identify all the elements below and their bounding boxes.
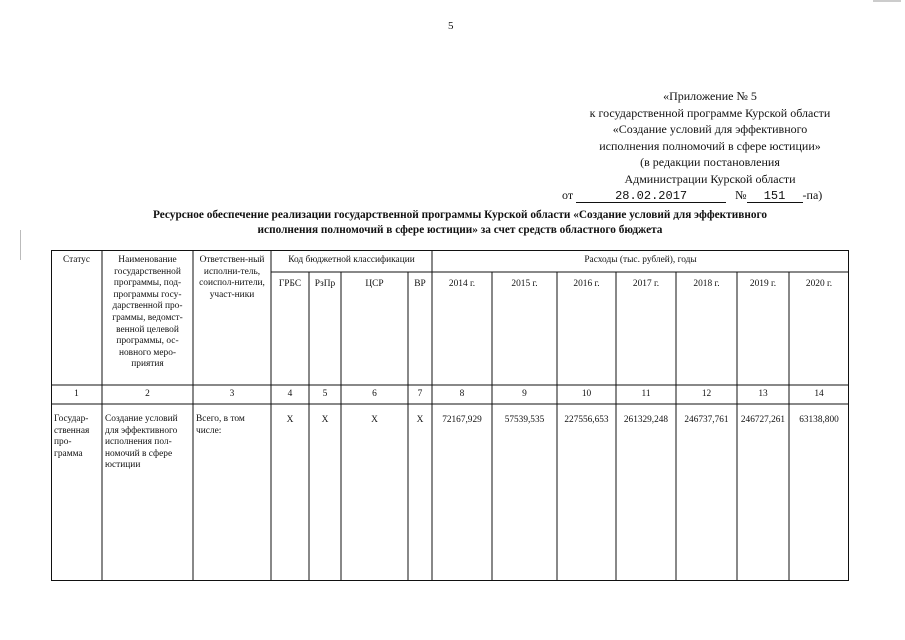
column-number: 6 xyxy=(372,389,377,399)
header-grbs: ГРБС xyxy=(278,279,302,289)
appendix-line-3: «Создание условий для эффективного xyxy=(612,122,808,136)
column-number: 13 xyxy=(758,389,768,399)
number-prefix: № xyxy=(735,188,747,202)
resolution-number: 151 xyxy=(747,190,803,203)
row-responsible: Всего, в том числе: xyxy=(196,414,245,436)
row-value-2014: 72167,929 xyxy=(442,415,482,425)
row-csr: X xyxy=(371,415,378,425)
title-line-2: исполнения полномочий в сфере юстиции» за счет средств областного бюджета xyxy=(257,224,663,236)
document-title xyxy=(90,208,830,238)
column-number: 5 xyxy=(322,389,328,399)
title-line-1: Ресурсное обеспечение реализации государственной программы Курской области «Создание условий для эффективного xyxy=(153,209,767,221)
header-year-2014: 2014 г. xyxy=(448,279,476,289)
column-number: 12 xyxy=(701,389,712,399)
header-year-2019: 2019 г. xyxy=(749,279,777,289)
page-number: 5 xyxy=(448,20,454,32)
header-year-2016: 2016 г. xyxy=(573,279,600,289)
header-year-2017: 2017 г. xyxy=(632,279,660,289)
row-value-2017: 261329,248 xyxy=(623,415,669,425)
row-status: Государ-ственная про-грамма xyxy=(54,414,90,459)
header-year-2020: 2020 г. xyxy=(805,279,833,289)
appendix-line-4: исполнения полномочий в сфере юстиции» xyxy=(599,138,821,153)
row-value-2019: 246727,261 xyxy=(740,415,786,425)
column-number: 3 xyxy=(229,389,235,399)
header-year-2018: 2018 г. xyxy=(693,279,720,289)
row-vr: X xyxy=(416,415,424,425)
header-responsible: Ответствен-ный исполни-тель, соиспол-нители, участ-ники xyxy=(199,255,265,300)
column-number: 11 xyxy=(641,389,651,399)
column-number: 7 xyxy=(417,389,423,399)
resolution-date-line xyxy=(560,187,860,204)
number-suffix: -па) xyxy=(802,188,823,202)
column-number: 9 xyxy=(522,389,527,399)
row-value-2020: 63138,800 xyxy=(799,415,839,425)
header-program-name: Наименование государственной программы, под-программы госу-дарственной про-граммы, ведомст-венной целевой программы, ос-новного меро-приятия xyxy=(112,255,183,370)
header-status: Статус xyxy=(62,255,91,265)
column-number: 8 xyxy=(459,389,465,399)
row-value-2015: 57539,535 xyxy=(504,415,545,425)
header-rzpr: РзПр xyxy=(314,279,336,289)
appendix-line-1: «Приложение № 5 xyxy=(663,89,757,103)
resolution-date: 28.02.2017 xyxy=(576,190,726,203)
date-prefix: от xyxy=(562,188,574,202)
header-csr: ЦСР xyxy=(365,279,384,289)
column-number: 10 xyxy=(581,389,592,399)
appendix-line-6: Администрации Курской области xyxy=(624,171,796,186)
appendix-line-2: к государственной программе Курской области xyxy=(589,105,831,120)
header-budget-code: Код бюджетной классификации xyxy=(288,255,415,265)
row-value-2018: 246737,761 xyxy=(684,415,729,425)
column-number: 1 xyxy=(74,389,79,399)
column-number: 2 xyxy=(145,389,150,399)
appendix-line-5: (в редакции постановления xyxy=(640,155,780,169)
appendix-header xyxy=(560,88,860,204)
row-value-2016: 227556,653 xyxy=(564,415,609,425)
scan-corner-mark xyxy=(873,0,901,2)
row-grbs: X xyxy=(286,415,294,425)
row-rzpr: X xyxy=(321,415,329,425)
header-year-2015: 2015 г. xyxy=(511,279,538,289)
header-vr: ВР xyxy=(414,279,426,289)
column-number: 14 xyxy=(814,389,824,399)
column-number: 4 xyxy=(287,389,293,399)
resource-table xyxy=(51,250,849,581)
header-expenses: Расходы (тыс. рублей), годы xyxy=(584,255,697,265)
scan-edge-mark xyxy=(20,230,21,260)
row-program-name: Создание условий для эффективного исполнения пол-номочий в сфере юстиции xyxy=(105,414,178,471)
